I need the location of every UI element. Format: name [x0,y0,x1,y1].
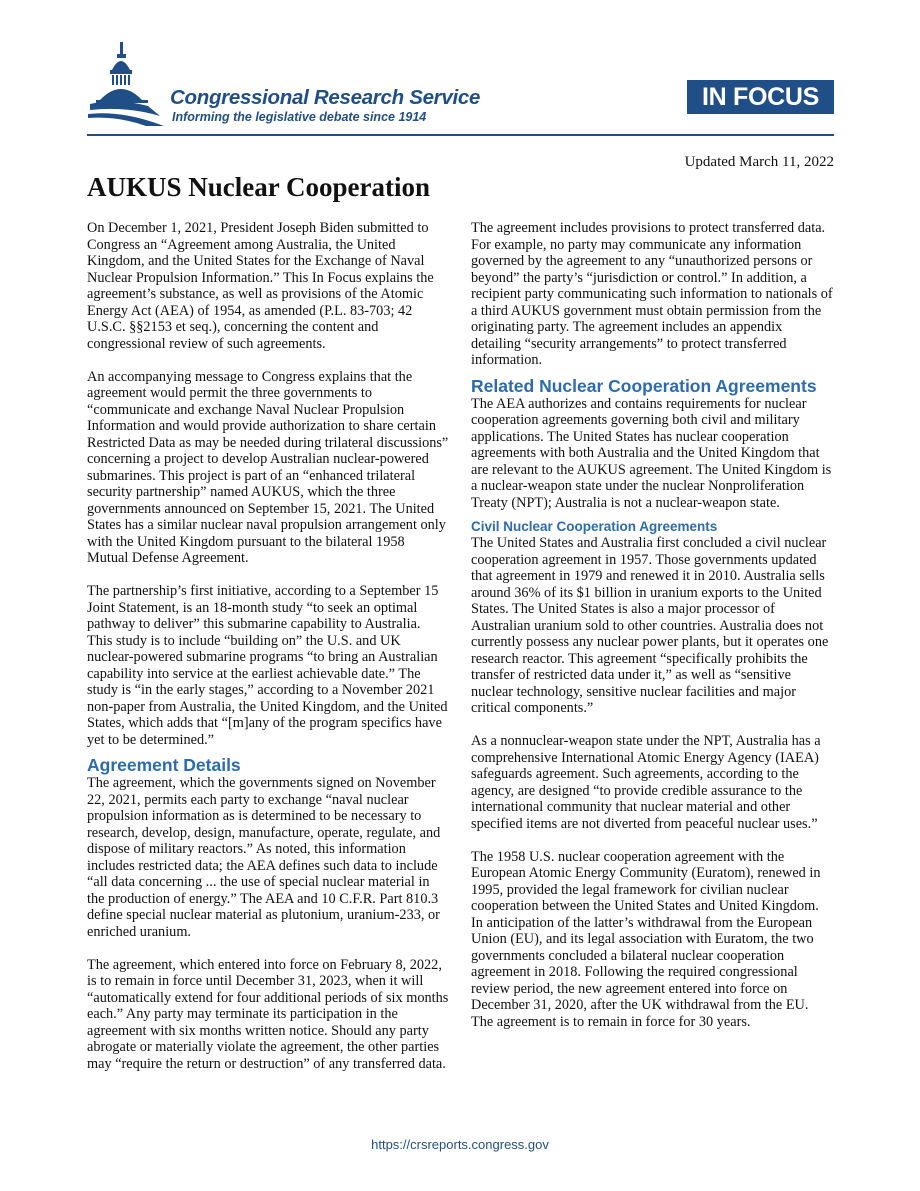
paragraph: The agreement, which entered into force on February 8, 2022, is to remain in force until December 31, 2023, when it will “automatically extend for four additional periods of six months each.” Any party may terminate its participation in the agreement with six months written notice. Should any party abrogate or materially violate the agreement, the other parties may “require the return or destruction” of any transferred data. [87,956,449,1072]
paragraph: The United States and Australia first concluded a civil nuclear cooperation agreement in 1957. Those governments updated that agreement in 1979 and renewed it in 2010. Australia sells around 36% of its $1 billion in uranium exports to the United States. The United States is also a major processor of Australian uranium sold to other countries. Australia does not currently possess any nuclear power plants, but it operates one research reactor. This agreement “specifically prohibits the transfer of restricted data under it,” as well as “sensitive nuclear technology, sensitive nuclear facilities and major critical components.” [471,535,829,716]
paragraph: The agreement, which the governments signed on November 22, 2021, permits each party to exchange “naval nuclear propulsion information as is determined to be necessary to research, develop, design, manufacture, operate, regulate, and dispose of military reactors.” As noted, this information includes restricted data; the AEA defines such data to include “all data concerning ... the use of special nuclear material in the production of energy.” The AEA and 10 C.F.R. Part 810.3 define special nuclear material as plutonium, uranium-233, or enriched uranium. [87,775,441,940]
paragraph: The AEA authorizes and contains requirements for nuclear cooperation agreements governing both civil and military applications. The United States has nuclear cooperation agreements with both Australia and the United Kingdom that are relevant to the AUKUS agreement. The United Kingdom is a nuclear-weapon state under the nuclear Nonproliferation Treaty (NPT); Australia is not a nuclear-weapon state. [471,395,832,511]
report-header [0,0,920,140]
header-divider [87,134,834,136]
right-column [471,220,833,1047]
paragraph: On December 1, 2021, President Joseph Biden submitted to Congress an “Agreement among Australia, the United Kingdom, and the United States for the Exchange of Naval Nuclear Propulsion Information.” This In Focus explains the agreement’s substance, as well as provisions of the Atomic Energy Act (AEA) of 1954, as amended (P.L. 83-703; 42 U.S.C. §§2153 et seq.), concerning the content and congressional review of such agreements. [87,220,434,352]
paragraph: An accompanying message to Congress explains that the agreement would permit the three governments to “communicate and exchange Naval Nuclear Propulsion Information and would provide authorization to share certain Restricted Data as may be needed during trilateral discussions” concerning a project to develop Australian nuclear-powered submarines. This project is part of an “enhanced trilateral security partnership” named AUKUS, which the three governments announced on September 15, 2021. The United States has a similar nuclear naval propulsion arrangement only with the United Kingdom pursuant to the bilateral 1958 Mutual Defense Agreement. [87,368,449,566]
organization-tagline: Informing the legislative debate since 1914 [172,110,427,124]
footer-link[interactable]: https://crsreports.congress.gov [371,1137,549,1152]
paragraph: The 1958 U.S. nuclear cooperation agreement with the European Atomic Energy Community (Euratom), renewed in 1995, provided the legal framework for civilian nuclear cooperation between the United States and United Kingdom. In anticipation of the latter’s withdrawal from the European Union (EU), and its legal association with Euratom, the two governments concluded a bilateral nuclear cooperation agreement in 2018. Following the required congressional review period, the new agreement entered into force on December 31, 2020, after the UK withdrawal from the EU. The agreement is to remain in force for 30 years. [471,848,821,1030]
in-focus-badge: IN FOCUS [687,80,834,114]
section-heading-related-agreements: Related Nuclear Cooperation Agreements [471,375,817,396]
paragraph: As a nonnuclear-weapon state under the NPT, Australia has a comprehensive International Atomic Energy Agency (IAEA) safeguards agreement. Such agreements, according to the agency, are designed “to provide credible assurance to the international community that nuclear material and other specified items are not diverted from peaceful nuclear uses.” [471,733,821,832]
paragraph: The agreement includes provisions to protect transferred data. For example, no party may communicate any information governed by the agreement to any “unauthorized persons or beyond” the party’s “jurisdiction or control.” In addition, a recipient party communicating such information to nationals of a third AUKUS government must obtain permission from the originating party. The agreement includes an appendix detailing “security arrangements” to protect transferred information. [471,220,833,368]
paragraph: The partnership’s first initiative, according to a September 15 Joint Statement, is an 18-month study “to seek an optimal pathway to deliver” this submarine capability to Australia. This study is to include “building on” the U.S. and UK nuclear-powered submarine programs “to bring an Australian capability into service at the earliest achievable date.” The study is “in the early stages,” according to a November 2021 non-paper from Australia, the United Kingdom, and the United States, which adds that “[m]any of the program specifics have yet to be determined.” [87,583,448,748]
page-title: AUKUS Nuclear Cooperation [87,172,430,202]
capitol-dome-logo-icon [86,40,166,128]
left-column [87,220,449,1089]
updated-date: Updated March 11, 2022 [684,154,834,170]
section-heading-agreement-details: Agreement Details [87,755,241,775]
subsection-heading-civil-agreements: Civil Nuclear Cooperation Agreements [471,519,718,534]
organization-name: Congressional Research Service [170,86,481,109]
